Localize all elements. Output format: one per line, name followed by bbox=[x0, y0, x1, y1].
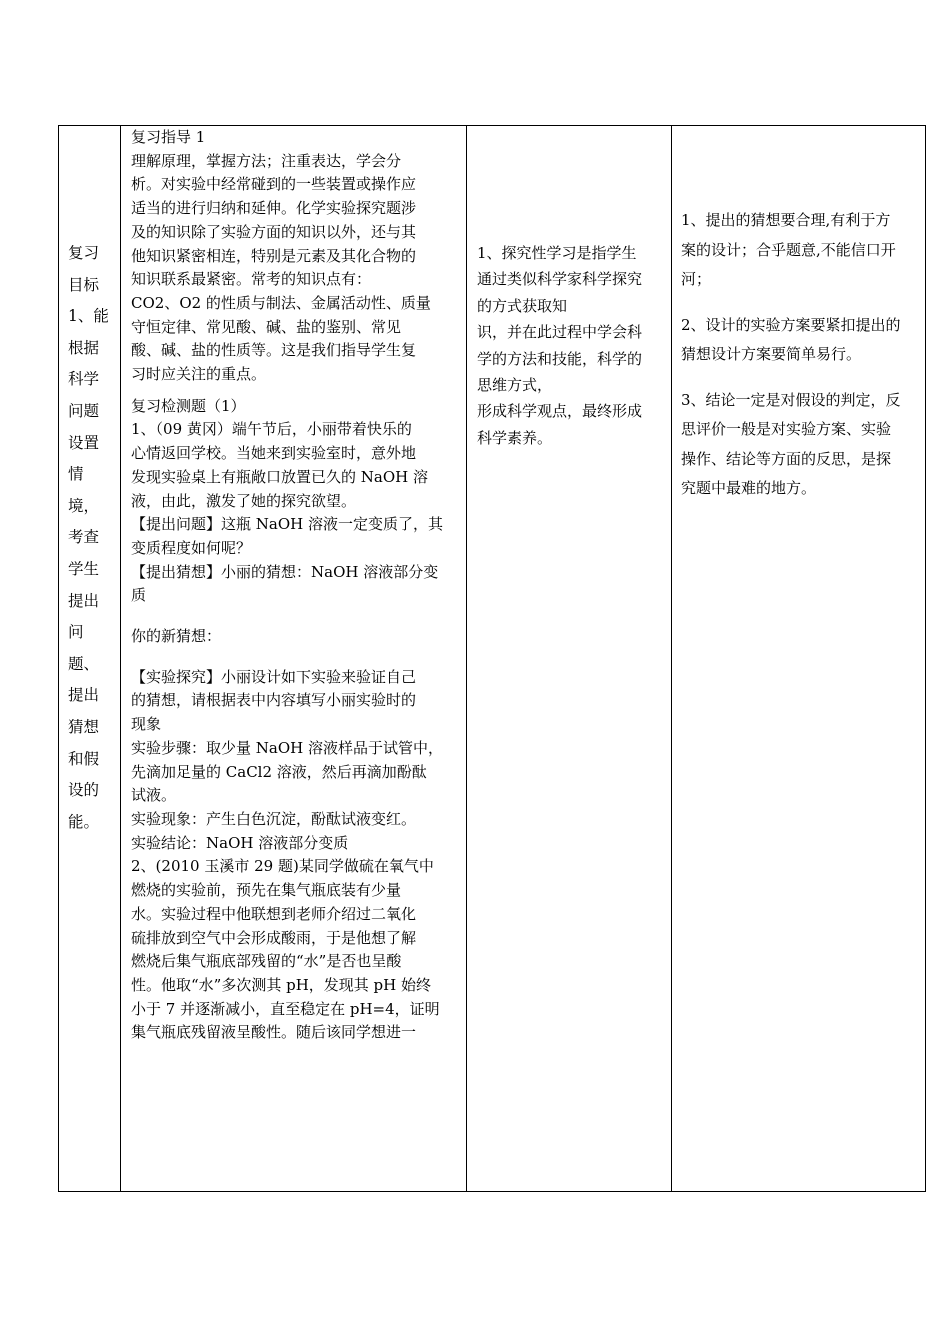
question-line: 现象 bbox=[131, 715, 162, 734]
guidance-line: CO2、O2 的性质与制法、金属活动性、质量 bbox=[131, 293, 431, 312]
note-line: 猜想设计方案要简单易行。 bbox=[681, 345, 862, 363]
question-line: 燃烧的实验前，预先在集气瓶底装有少量 bbox=[131, 881, 402, 900]
goal-line: 猜想 bbox=[68, 717, 100, 736]
note-line: 究题中最难的地方。 bbox=[681, 479, 817, 497]
goal-line: 和假 bbox=[68, 749, 100, 768]
question-line: 【提出问题】这瓶 NaOH 溶液一定变质了，其 bbox=[131, 515, 443, 534]
inquiry-line: 1、探究性学习是指学生 bbox=[477, 244, 637, 262]
goal-line: 设置 bbox=[68, 433, 100, 452]
question-line: 液，由此，激发了她的探究欲望。 bbox=[131, 491, 357, 510]
question-line: 心情返回学校。当她来到实验室时，意外地 bbox=[131, 444, 417, 463]
inquiry-line: 形成科学观点，最终形成 bbox=[477, 402, 643, 421]
goal-line: 题、 bbox=[68, 654, 100, 673]
guidance-line: 及的知识除了实验方面的知识以外，还与其 bbox=[131, 222, 417, 241]
goal-line: 问题 bbox=[68, 401, 100, 420]
question-line: 先滴加足量的 CaCl2 溶液，然后再滴加酚酞 bbox=[131, 762, 427, 781]
guidance-line: 适当的进行归纳和延伸。化学实验探究题涉 bbox=[131, 199, 417, 218]
note-line: 河； bbox=[681, 270, 712, 288]
note-line: 3、结论一定是对假设的判定，反 bbox=[681, 390, 901, 409]
test-heading: 复习检测题（1） bbox=[131, 396, 246, 415]
question-line: 【提出猜想】小丽的猜想：NaOH 溶液部分变 bbox=[131, 562, 439, 581]
goal-line: 1、能 bbox=[68, 307, 109, 326]
goal-line: 考查 bbox=[68, 528, 100, 547]
goal-line: 根据 bbox=[68, 338, 100, 357]
note-line: 案的设计；合乎题意,不能信口开 bbox=[681, 240, 896, 259]
inquiry-line: 识，并在此过程中学会科 bbox=[477, 323, 643, 342]
goal-line: 学生 bbox=[68, 559, 100, 578]
goal-line: 境， bbox=[68, 496, 100, 515]
question-line: 性。他取“水”多次测其 pH，发现其 pH 始终 bbox=[131, 975, 432, 994]
question-line: 质 bbox=[131, 586, 147, 605]
question-line: 试液。 bbox=[131, 786, 177, 805]
review-goal-cell bbox=[59, 126, 121, 1191]
question-line: 【实验探究】小丽设计如下实验来验证自己 bbox=[131, 667, 417, 686]
goal-line: 目标 bbox=[68, 275, 100, 294]
question-line: 1、（09 黄冈）端午节后，小丽带着快乐的 bbox=[131, 420, 412, 439]
question-line: 发现实验桌上有瓶敞口放置已久的 NaOH 溶 bbox=[131, 467, 428, 486]
review-guidance-cell bbox=[121, 126, 467, 1191]
goal-line: 能。 bbox=[68, 812, 100, 831]
lesson-table bbox=[58, 125, 926, 1192]
inquiry-line: 科学素养。 bbox=[477, 428, 553, 447]
question-line: 硫排放到空气中会形成酸雨，于是他想了解 bbox=[131, 928, 417, 947]
inquiry-line: 学的方法和技能，科学的 bbox=[477, 349, 643, 368]
method-notes-cell bbox=[672, 126, 927, 1191]
inquiry-line: 通过类似科学家科学探究 bbox=[477, 270, 643, 289]
question-line: 变质程度如何呢？ bbox=[131, 538, 252, 557]
goal-line: 复习 bbox=[68, 244, 100, 262]
guidance-line: 知识联系最紧密。常考的知识点有： bbox=[131, 270, 372, 289]
goal-line: 提出 bbox=[68, 591, 100, 610]
note-line: 1、提出的猜想要合理,有利于方 bbox=[681, 211, 891, 229]
goal-line: 情 bbox=[68, 465, 84, 484]
guidance-line: 析。对实验中经常碰到的一些装置或操作应 bbox=[131, 175, 417, 194]
question-line: 实验现象：产生白色沉淀，酚酞试液变红。 bbox=[131, 809, 417, 828]
guidance-line: 理解原理，掌握方法；注重表达，学会分 bbox=[131, 151, 402, 170]
question-line: 实验结论：NaOH 溶液部分变质 bbox=[131, 833, 349, 852]
note-line: 思评价一般是对实验方案、实验 bbox=[681, 420, 892, 438]
question-line: 2、(2010 玉溪市 29 题)某同学做硫在氧气中 bbox=[131, 857, 434, 876]
guidance-line: 守恒定律、常见酸、碱、盐的鉴别、常见 bbox=[131, 317, 402, 336]
goal-line: 提出 bbox=[68, 686, 100, 705]
inquiry-line: 的方式获取知 bbox=[477, 296, 568, 315]
note-line: 2、设计的实验方案要紧扣提出的 bbox=[681, 315, 901, 334]
question-line: 燃烧后集气瓶底部残留的“水”是否也呈酸 bbox=[131, 952, 402, 971]
inquiry-explanation-cell bbox=[467, 126, 672, 1191]
goal-line: 问 bbox=[68, 623, 84, 642]
question-line: 小于 7 并逐渐减小，直至稳定在 pH=4，证明 bbox=[131, 999, 440, 1018]
guidance-line: 习时应关注的重点。 bbox=[131, 365, 267, 384]
guidance-heading: 复习指导 1 bbox=[131, 128, 206, 146]
goal-line: 科学 bbox=[68, 370, 100, 389]
guidance-line: 他知识紧密相连，特别是元素及其化合物的 bbox=[131, 246, 417, 265]
question-line: 集气瓶底残留液呈酸性。随后该同学想进一 bbox=[131, 1023, 417, 1042]
question-line: 水。实验过程中他联想到老师介绍过二氧化 bbox=[131, 904, 417, 923]
inquiry-line: 思维方式， bbox=[477, 376, 553, 395]
goal-line: 设的 bbox=[68, 781, 100, 800]
question-line: 实验步骤：取少量 NaOH 溶液样品于试管中， bbox=[131, 738, 443, 757]
guidance-line: 酸、碱、盐的性质等。这是我们指导学生复 bbox=[131, 341, 417, 360]
question-line: 你的新猜想： bbox=[131, 627, 222, 646]
note-line: 操作、结论等方面的反思，是探 bbox=[681, 449, 892, 468]
question-line: 的猜想，请根据表中内容填写小丽实验时的 bbox=[131, 691, 417, 710]
